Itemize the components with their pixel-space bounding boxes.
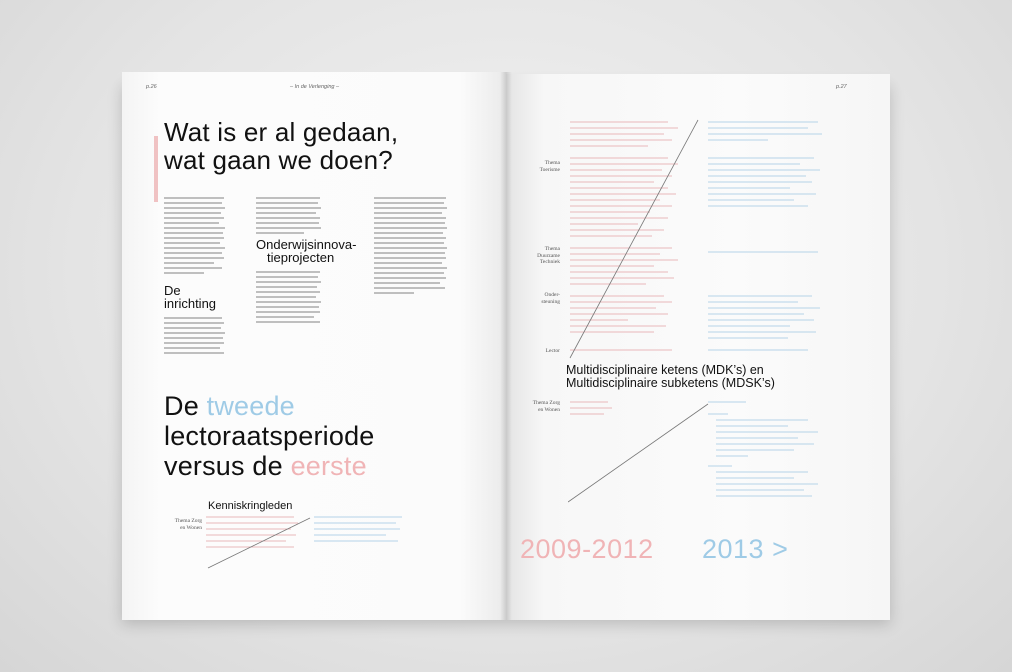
label-line: Duurzame — [537, 252, 560, 259]
year-range-old: 2009-2012 — [520, 534, 654, 564]
label-line: Techniek — [539, 259, 560, 265]
mdk-heading — [566, 364, 775, 390]
kenniskring-list-graphic — [206, 512, 406, 572]
mdk-heading-line2: Multidisciplinaire subketens (MDSK’s) — [566, 376, 775, 390]
heading-word-versus: versus de — [164, 451, 283, 481]
label-line: Onder- — [544, 292, 560, 298]
accent-bar — [154, 136, 158, 202]
label-line: en Wonen — [538, 406, 560, 413]
label-line: Thema — [544, 246, 560, 252]
subhead-inrichting-2: inrichting — [164, 296, 217, 311]
diagonal-strike-bottom — [568, 404, 708, 502]
body-column-1b — [164, 316, 226, 365]
year-range-new: 2013 > — [702, 534, 789, 564]
subhead-innovatie-1: Onderwijsinnova- — [256, 237, 357, 252]
diagonal-strike — [208, 518, 310, 568]
theme-label-line2: en Wonen — [180, 524, 202, 531]
page-title-line2: wat gaan we doen? — [164, 145, 393, 175]
right-page — [506, 74, 890, 620]
body-column-3 — [374, 196, 448, 311]
label-line: steuning — [541, 298, 560, 305]
page-number-left: p.26 — [146, 84, 157, 90]
theme-label-line1: Thema Zorg — [174, 518, 202, 524]
body-text-lines — [164, 316, 226, 360]
highlight-tweede: tweede — [206, 391, 295, 421]
label-line: Thema Zorg — [532, 400, 560, 406]
label-line: Toerisme — [539, 166, 560, 173]
subhead-innovatie-2: tieprojecten — [267, 250, 335, 265]
page-number-right: p.27 — [836, 84, 847, 90]
heading-tweede-line1 — [164, 392, 295, 420]
mdk-list-graphic — [568, 396, 858, 506]
book-gutter — [500, 72, 512, 620]
heading-tweede-line3 — [164, 452, 367, 480]
theme-zorg-label — [520, 400, 560, 413]
body-column-2b — [256, 270, 322, 337]
body-text-lines — [256, 196, 322, 240]
ondersteuning-label — [520, 292, 560, 305]
highlight-eerste: eerste — [290, 451, 367, 481]
theme-toerisme-label — [520, 160, 560, 173]
page-title-line1: Wat is er al gedaan, — [164, 117, 399, 147]
body-column-1 — [164, 196, 226, 281]
theme-techniek-label — [520, 246, 560, 266]
label-line: Thema — [544, 160, 560, 166]
subhead-inrichting-1: De — [164, 283, 181, 298]
mdk-heading-line1: Multidisciplinaire ketens (MDK’s) en — [566, 363, 764, 377]
left-page — [122, 72, 506, 620]
body-text-lines — [374, 196, 448, 306]
running-header: – In de Verlenging – — [290, 84, 340, 90]
body-text-lines — [256, 270, 322, 332]
diagonal-strike-top — [570, 120, 698, 358]
kenniskring-title: Kenniskringleden — [208, 500, 293, 512]
heading-word-de: De — [164, 391, 199, 421]
heading-tweede-line2: lectoraatsperiode — [164, 421, 375, 451]
lector-label: Lector — [545, 348, 560, 354]
body-text-lines — [164, 196, 226, 276]
theme-label-zorg — [162, 518, 202, 531]
